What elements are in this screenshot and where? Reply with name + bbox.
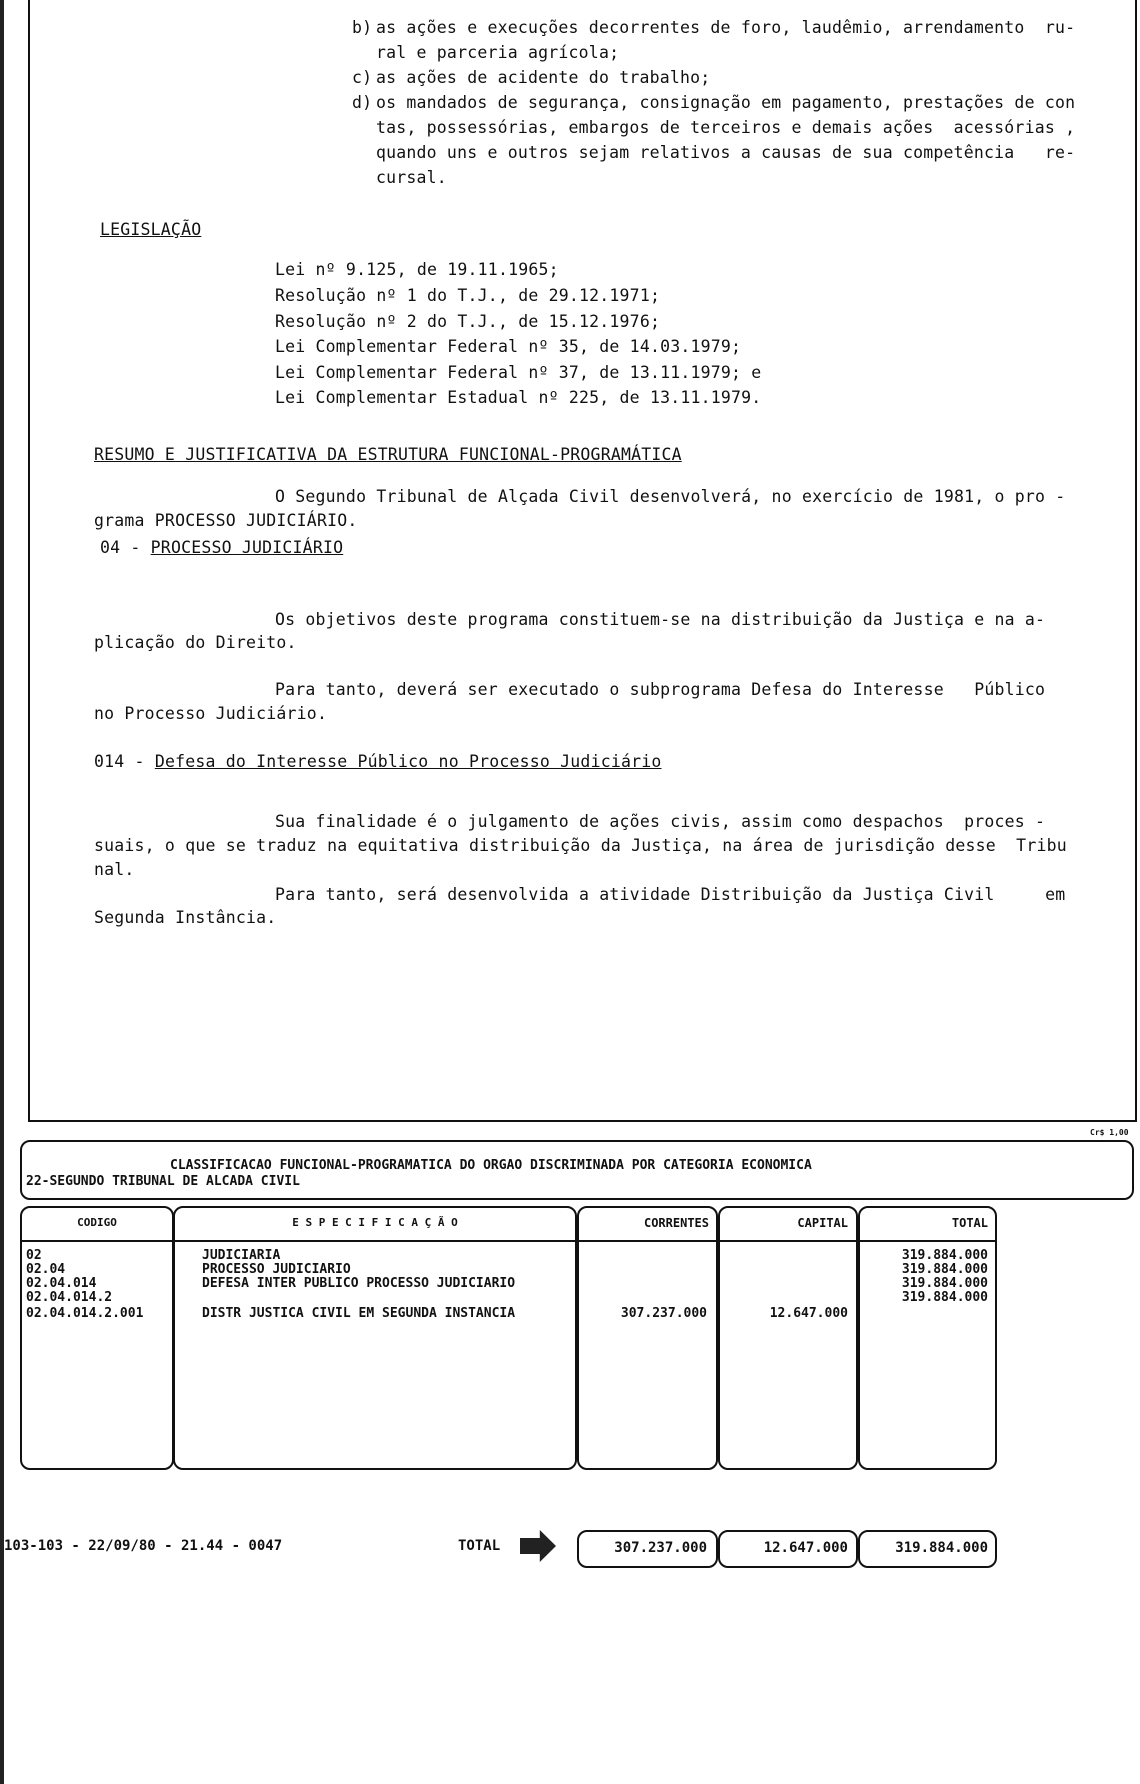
program-title: PROCESSO JUDICIÁRIO [150, 538, 344, 557]
row-code: 02.04.014.2.001 [26, 1306, 144, 1321]
row-code: 02.04.014 [26, 1276, 97, 1291]
text-section-frame [28, 0, 1137, 1122]
list-item-d-prefix: d) [352, 93, 373, 112]
paragraph-line: nal. [94, 860, 135, 879]
total-total: 319.884.000 [895, 1540, 988, 1556]
list-item-b-line: ral e parceria agrícola; [376, 43, 620, 62]
row-spec: JUDICIARIA [202, 1248, 281, 1263]
list-item-d-line: cursal. [376, 168, 447, 187]
column-especificacao [173, 1206, 577, 1470]
paragraph-line: grama PROCESSO JUDICIÁRIO. [94, 511, 358, 530]
row-total: 319.884.000 [901, 1248, 988, 1263]
row-spec: DEFESA INTER PUBLICO PROCESSO JUDICIARIO [202, 1276, 516, 1291]
paragraph-line: no Processo Judiciário. [94, 704, 328, 723]
row-spec: PROCESSO JUDICIARIO [202, 1262, 351, 1277]
total-capital: 12.647.000 [763, 1540, 848, 1556]
header-divider [20, 1240, 996, 1242]
row-total: 319.884.000 [901, 1276, 988, 1291]
row-capital: 12.647.000 [769, 1306, 848, 1321]
paragraph-line: Para tanto, deverá ser executado o subprograma Defesa do Interesse Público [275, 680, 1046, 699]
legislacao-item: Lei Complementar Estadual nº 225, de 13.11.1979. [275, 388, 762, 407]
paragraph-line: Sua finalidade é o julgamento de ações civis, assim como despachos proces - [275, 812, 1046, 831]
list-item-b-line: as ações e execuções decorrentes de foro, laudêmio, arrendamento ru- [376, 18, 1076, 37]
paragraph-line: Segunda Instância. [94, 908, 277, 927]
paragraph-line: suais, o que se traduz na equitativa distribuição da Justiça, na área de jurisdição desse Tribu [94, 836, 1067, 855]
paragraph-line: O Segundo Tribunal de Alçada Civil desenvolverá, no exercício de 1981, o pro - [275, 487, 1066, 506]
subprogram-title: Defesa do Interesse Público no Processo Judiciário [154, 752, 662, 771]
row-total: 319.884.000 [901, 1262, 988, 1277]
legislacao-item: Lei Complementar Federal nº 35, de 14.03.1979; [275, 337, 742, 356]
arrow-right-icon [520, 1530, 556, 1562]
legislacao-item: Lei nº 9.125, de 19.11.1965; [275, 260, 559, 279]
row-correntes: 307.237.000 [620, 1306, 707, 1321]
list-item-d-line: tas, possessórias, embargos de terceiros e demais ações acessórias , [376, 118, 1076, 137]
column-total [858, 1206, 997, 1470]
legislacao-heading: LEGISLAÇÃO [100, 220, 202, 239]
header-correntes: CORRENTES [643, 1216, 709, 1230]
program-heading [100, 538, 343, 557]
row-total: 319.884.000 [901, 1290, 988, 1305]
row-code: 02.04 [26, 1262, 66, 1277]
list-item-b-prefix: b) [352, 18, 373, 37]
header-total: TOTAL [951, 1216, 988, 1230]
footer-reference: 103-103 - 22/09/80 - 21.44 - 0047 [4, 1538, 283, 1554]
header-especificacao: E S P E C I F I C A Ç Ã O [292, 1216, 458, 1229]
column-capital [718, 1206, 858, 1470]
header-capital: CAPITAL [797, 1216, 848, 1230]
subprogram-code: 014 - [94, 752, 155, 771]
paragraph-line: Para tanto, será desenvolvida a atividade Distribuição da Justiça Civil em [275, 885, 1066, 904]
paragraph-line: plicação do Direito. [94, 633, 297, 652]
scan-edge [0, 0, 4, 1784]
total-label: TOTAL [458, 1538, 501, 1554]
table-title: CLASSIFICACAO FUNCIONAL-PROGRAMATICA DO ORGAO DISCRIMINADA POR CATEGORIA ECONOMICA [170, 1158, 812, 1173]
column-codigo [20, 1206, 174, 1470]
total-correntes: 307.237.000 [614, 1540, 707, 1556]
legislacao-item: Lei Complementar Federal nº 37, de 13.11.1979; e [275, 363, 762, 382]
list-item-d-line: os mandados de segurança, consignação em pagamento, prestações de con [376, 93, 1076, 112]
header-codigo: CODIGO [77, 1216, 117, 1229]
row-code: 02 [26, 1248, 42, 1263]
currency-mark: Cr$ 1,00 [1090, 1128, 1129, 1137]
list-item-c-line: as ações de acidente do trabalho; [376, 68, 711, 87]
list-item-d-line: quando uns e outros sejam relativos a causas de sua competência re- [376, 143, 1076, 162]
resumo-heading: RESUMO E JUSTIFICATIVA DA ESTRUTURA FUNCIONAL-PROGRAMÁTICA [94, 445, 682, 464]
program-code: 04 - [100, 538, 151, 557]
legislacao-item: Resolução nº 1 do T.J., de 29.12.1971; [275, 286, 661, 305]
row-code: 02.04.014.2 [26, 1290, 113, 1305]
subprogram-heading [94, 752, 662, 771]
table-org: 22-SEGUNDO TRIBUNAL DE ALCADA CIVIL [26, 1174, 300, 1189]
list-item-c-prefix: c) [352, 68, 373, 87]
column-correntes [577, 1206, 718, 1470]
row-spec: DISTR JUSTICA CIVIL EM SEGUNDA INSTANCIA [202, 1306, 516, 1321]
legislacao-item: Resolução nº 2 do T.J., de 15.12.1976; [275, 312, 661, 331]
paragraph-line: Os objetivos deste programa constituem-se na distribuição da Justiça e na a- [275, 610, 1046, 629]
